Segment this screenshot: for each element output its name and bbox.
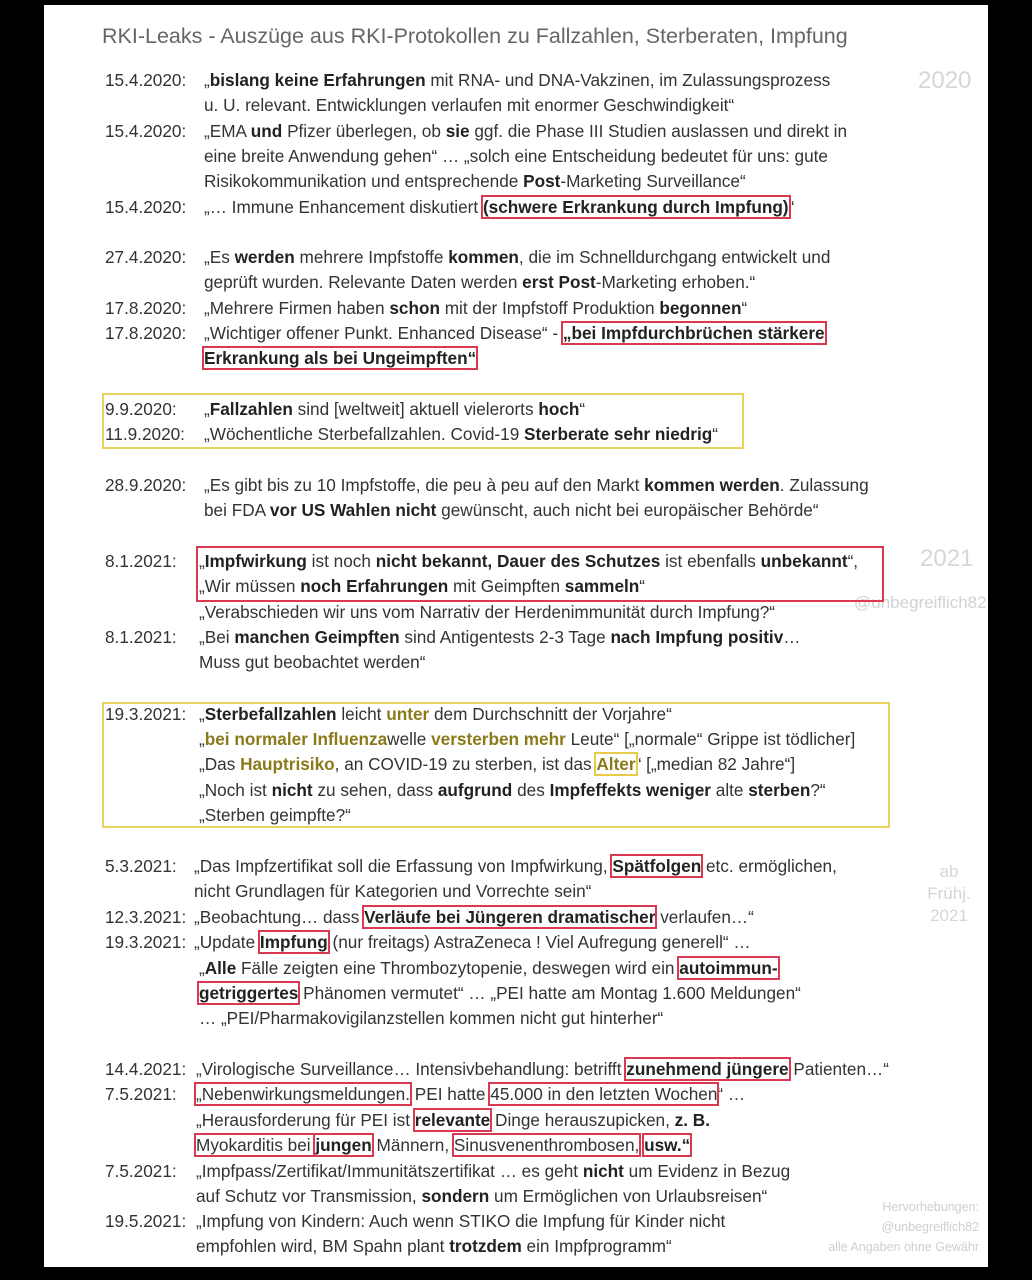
highlight-red: Sinusvenenthrombosen,	[453, 1135, 640, 1155]
entry-text: empfohlen wird, BM Spahn plant trotzdem ein Impfprogramm“	[196, 1236, 672, 1256]
entry-date: 15.4.2020:	[105, 121, 187, 141]
entry-date: 8.1.2021:	[105, 627, 177, 647]
entry-text: Risikokommunikation und entsprechende Post-Marketing Surveillance“	[204, 171, 746, 191]
entry-date: 15.4.2020:	[105, 70, 187, 90]
entry-date: 28.9.2020:	[105, 475, 187, 495]
highlight-red: autoimmun-	[679, 958, 778, 978]
highlight-red: Impfung	[259, 932, 328, 952]
entry-date: 5.3.2021:	[105, 856, 177, 876]
entry-text: „Sterben geimpfte?“	[199, 805, 351, 825]
year-label-2021: 2021	[920, 545, 974, 572]
highlight-red: getriggertes	[199, 983, 299, 1003]
entry-text: eine breite Anwendung gehen“ … „solch eine Entscheidung bedeutet für uns: gute	[204, 146, 828, 166]
entry-text: getriggertes Phänomen vermutet“ … „PEI hatte am Montag 1.600 Meldungen“	[199, 983, 801, 1003]
highlight-red: Myokarditis bei jungen	[196, 1135, 372, 1155]
entry-text: „Impfwirkung ist noch nicht bekannt, Dauer des Schutzes ist ebenfalls unbekannt“,	[199, 551, 859, 571]
entry-text: „… Immune Enhancement diskutiert (schwere Erkrankung durch Impfung)“	[204, 197, 795, 217]
highlight-red: usw.“	[644, 1135, 691, 1155]
highlight-red: relevante	[414, 1110, 491, 1130]
entry-text: „EMA und Pfizer überlegen, ob sie ggf. die Phase III Studien auslassen und direkt in	[204, 121, 848, 141]
footer-handle: @unbegreiflich82	[881, 1220, 979, 1234]
entry-text: „Noch ist nicht zu sehen, dass aufgrund des Impfeffekts weniger alte sterben?“	[199, 780, 826, 800]
entry-text: „Virologische Surveillance… Intensivbehandlung: betrifft zunehmend jüngere Patienten…“	[196, 1059, 889, 1079]
highlight-red: Verläufe bei Jüngeren dramatischer	[364, 907, 656, 927]
entry-text: „Bei manchen Geimpften sind Antigentests 2-3 Tage nach Impfung positiv…	[199, 627, 801, 647]
entry-text: „Herausforderung für PEI ist relevante Dinge herauszupicken, z. B.	[196, 1110, 710, 1130]
watermark-handle: @unbegreiflich82	[854, 593, 987, 612]
entry-text: „Verabschieden wir uns vom Narrativ der Herdenimmunität durch Impfung?“	[199, 602, 776, 622]
entry-text: „Nebenwirkungsmeldungen. PEI hatte 45.000 in den letzten Wochen“ …	[196, 1084, 746, 1104]
entry-text: „Wir müssen noch Erfahrungen mit Geimpften sammeln“	[199, 576, 646, 596]
entry-text: … „PEI/Pharmakovigilanzstellen kommen nicht gut hinterher“	[199, 1008, 664, 1028]
side-label-year: 2021	[930, 906, 968, 925]
entry-text: „bislang keine Erfahrungen mit RNA- und DNA-Vakzinen, im Zulassungsprozess	[204, 70, 831, 90]
entry-date: 27.4.2020:	[105, 247, 187, 267]
entry-text: „Beobachtung… dass Verläufe bei Jüngeren dramatischer verlaufen…“	[194, 907, 754, 927]
entry-text: „Update Impfung (nur freitags) AstraZeneca ! Viel Aufregung generell“ …	[194, 932, 751, 952]
highlight-red: zunehmend jüngere	[626, 1059, 789, 1079]
entry-date: 15.4.2020:	[105, 197, 187, 217]
entry-text: Myokarditis bei jungen Männern, Sinusvenenthrombosen, usw.“	[196, 1135, 691, 1155]
entry-text: „Wöchentliche Sterbefallzahlen. Covid-19 Sterberate sehr niedrig“	[204, 424, 718, 444]
entry-text: „bei normaler Influenzawelle versterben mehr Leute“ [„normale“ Grippe ist tödlicher]	[199, 729, 856, 749]
entry-date: 19.3.2021:	[105, 704, 187, 724]
entry-text: „Sterbefallzahlen leicht unter dem Durchschnitt der Vorjahre“	[199, 704, 672, 724]
highlight-red: Erkrankung als bei Ungeimpften“	[204, 348, 477, 368]
entry-text: auf Schutz vor Transmission, sondern um Ermöglichen von Urlaubsreisen“	[196, 1186, 768, 1206]
entry-date: 17.8.2020:	[105, 323, 187, 343]
entry-text: „Es gibt bis zu 10 Impfstoffe, die peu à peu auf den Markt kommen werden. Zulassung	[204, 475, 869, 495]
entry-text: u. U. relevant. Entwicklungen verlaufen mit enormer Geschwindigkeit“	[204, 95, 735, 115]
entry-text: „Es werden mehrere Impfstoffe kommen, die im Schnelldurchgang entwickelt und	[204, 247, 831, 267]
side-label-ab: ab	[939, 862, 959, 881]
entry-date: 12.3.2021:	[105, 907, 187, 927]
entry-text: nicht Grundlagen für Kategorien und Vorrechte sein“	[194, 881, 592, 901]
footer-disclaimer: alle Angaben ohne Gewähr	[828, 1240, 979, 1254]
page-title: RKI-Leaks - Auszüge aus RKI-Protokollen zu Fallzahlen, Sterberaten, Impfung	[102, 24, 848, 48]
entry-text: geprüft wurden. Relevante Daten werden erst Post-Marketing erhoben.“	[204, 272, 756, 292]
document-page	[44, 5, 988, 1267]
highlight-red: „bei Impfdurchbrüchen stärkere	[562, 323, 825, 343]
entry-date: 11.9.2020:	[105, 424, 185, 444]
side-label-fruehj: Frühj.	[927, 884, 971, 903]
entry-text	[204, 346, 476, 371]
year-label-2020: 2020	[918, 67, 972, 94]
footer-highlights-label: Hervorhebungen:	[882, 1200, 979, 1214]
side-label-spring-2021	[918, 861, 980, 927]
entry-text: bei FDA vor US Wahlen nicht gewünscht, auch nicht bei europäischer Behörde“	[204, 500, 819, 520]
highlight-red: (schwere Erkrankung durch Impfung)	[482, 197, 789, 217]
entry-date: 19.5.2021:	[105, 1211, 187, 1231]
entry-text: „Wichtiger offener Punkt. Enhanced Disease“ - „bei Impfdurchbrüchen stärkere	[204, 323, 825, 343]
entry-text: „Impfung von Kindern: Auch wenn STIKO die Impfung für Kinder nicht	[196, 1211, 726, 1231]
highlight-red: 45.000 in den letzten Wochen	[490, 1084, 718, 1104]
entry-date: 19.3.2021:	[105, 932, 187, 952]
entry-date: 7.5.2021:	[105, 1161, 177, 1181]
entry-date: 7.5.2021:	[105, 1084, 177, 1104]
entry-text: „Das Impfzertifikat soll die Erfassung von Impfwirkung, Spätfolgen etc. ermöglichen,	[194, 856, 837, 876]
entry-date: 8.1.2021:	[105, 551, 177, 571]
highlight-red: „Nebenwirkungsmeldungen.	[196, 1084, 411, 1104]
entry-text: „Das Hauptrisiko, an COVID-19 zu sterben, ist das Alter“ [„median 82 Jahre“]	[199, 754, 796, 774]
entry-text: „Fallzahlen sind [weltweit] aktuell vielerorts hoch“	[204, 399, 586, 419]
entry-date: 9.9.2020:	[105, 399, 177, 419]
highlight-red: Spätfolgen	[612, 856, 702, 876]
entry-date: 17.8.2020:	[105, 298, 187, 318]
highlight-yellow: Alter	[596, 754, 636, 774]
entry-text: Muss gut beobachtet werden“	[199, 652, 426, 672]
entry-date: 14.4.2021:	[105, 1059, 187, 1079]
entry-text: „Impfpass/Zertifikat/Immunitätszertifikat … es geht nicht um Evidenz in Bezug	[196, 1161, 791, 1181]
entry-text: „Mehrere Firmen haben schon mit der Impfstoff Produktion begonnen“	[204, 298, 748, 318]
footer-note	[804, 1197, 979, 1257]
entry-text: „Alle Fälle zeigten eine Thrombozytopenie, deswegen wird ein autoimmun-	[199, 958, 778, 978]
